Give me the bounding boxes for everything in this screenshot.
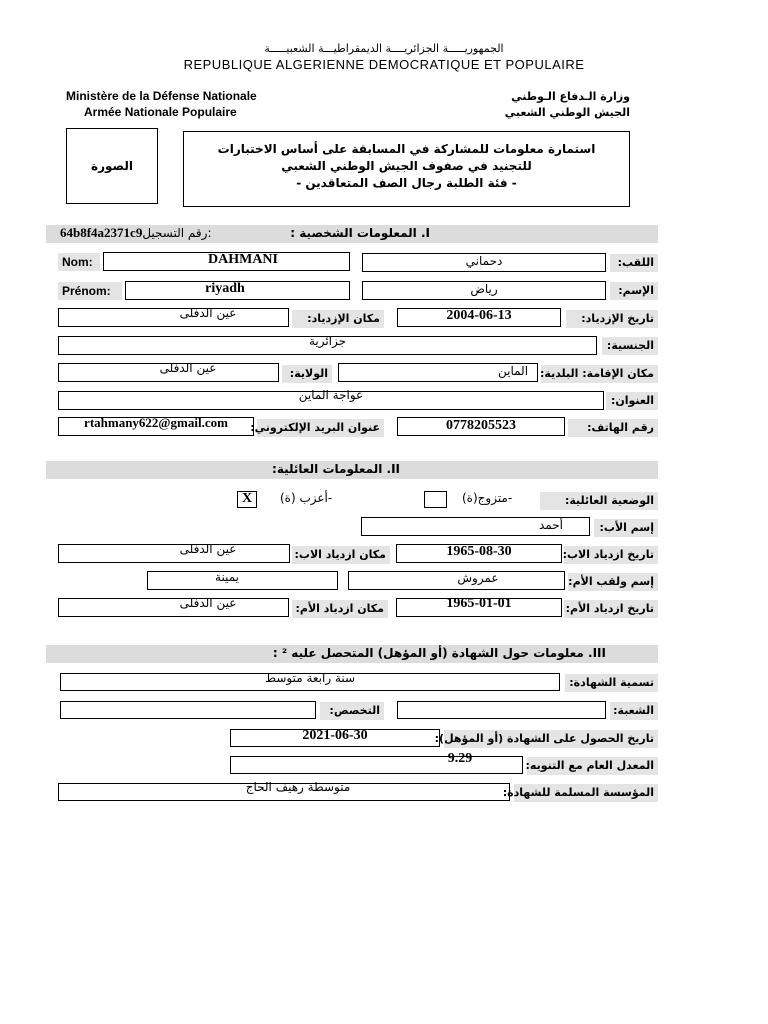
obtain-date-label: تاريخ الحصول على الشهادة (أو المؤهل): [444,730,658,748]
single-mark: X [241,491,253,506]
commune-label: مكان الإقامة: البلدية: [541,365,658,383]
form-title-line1: استمارة معلومات للمشاركة في المسابقة على أساس الاختبارات [217,142,596,156]
mother-birth-place-label: مكان ازدياد الأم: [292,600,388,618]
prenom-label: Prénom: [58,282,122,300]
marital-label: الوضعية العائلية: [540,492,658,510]
specialty-label: التخصص: [320,702,384,720]
registration-label: رقم التسجيل: [142,226,212,240]
nom-label: Nom: [58,253,100,271]
ministry-ar: وزارة الـدفاع الـوطني [511,90,630,103]
laqab-value: دحماني [465,254,503,268]
republic-title-fr: REPUBLIQUE ALGERIENNE DEMOCRATIQUE ET POPULAIRE [183,57,585,72]
laqab-label: اللقب: [610,254,658,272]
address-value: عواجة الماين [298,388,364,402]
single-label: -أعزب (ة) [280,491,333,505]
birth-place-label: مكان الإزدياد: [292,310,384,328]
mother-birth-date-value: 1965-01-01 [446,596,512,611]
birth-place-value: عين الدفلى [179,306,237,320]
nom-value: DAHMANI [208,252,278,267]
married-label: -متزوج(ة) [462,491,513,505]
single-checkbox[interactable] [237,491,257,508]
obtain-date-value: 2021-06-30 [302,728,368,743]
form-title-line3: - فئة الطلبة رجال الصف المتعاقدين - [296,176,517,190]
mother-name-value: يمينة [215,570,239,584]
average-label: المعدل العام مع التنويه: [527,757,658,775]
married-checkbox[interactable] [424,491,447,508]
phone-value: 0778205523 [446,418,516,433]
photo-box [66,128,158,204]
ism-value: رياض [470,282,498,296]
form-title-box [183,131,630,207]
army-fr: Armée Nationale Populaire [84,105,237,119]
diploma-value: سنة رابعة متوسط [264,671,356,685]
form-title-line2: للتجنيد في صفوف الجيش الوطني الشعبي [281,159,532,173]
address-label: العنوان: [606,392,658,410]
wilaya-label: الولاية: [282,365,332,383]
father-name-label: إسم الأب: [594,519,658,537]
father-birth-place-label: مكان ازدياد الاب: [292,546,390,564]
mother-birth-date-label: تاريخ ازدياد الأم: [564,600,658,618]
nationality-value: جزائرية [308,334,347,348]
father-birth-date-label: تاريخ ازدياد الاب: [564,546,658,564]
father-birth-date-value: 1965-08-30 [446,544,512,559]
mother-name-label: إسم ولقب الأم: [568,573,658,591]
branch-label: الشعبة: [610,702,658,720]
commune-value: الماين [497,364,529,378]
institution-label: المؤسسة المسلمة للشهادة: [514,784,658,802]
father-birth-place-value: عين الدفلى [179,542,237,556]
ministry-fr: Ministère de la Défense Nationale [66,89,257,103]
mother-birth-place-value: عين الدفلى [179,596,237,610]
section3-title: III. معلومات حول الشهادة (أو المؤهل) المتحصل عليه ² : [272,646,606,660]
registration-field [60,225,212,241]
specialty-input[interactable] [60,701,316,719]
birth-date-label: تاريخ الإزدياد: [566,310,658,328]
photo-label: الصورة [91,159,133,173]
section1-title: I. المعلومات الشخصية : [290,226,430,240]
institution-value: متوسطة رهيف الحاج [245,780,351,794]
diploma-label: تسمية الشهادة: [565,674,658,692]
army-ar: الجيش الوطني الشعبي [504,106,630,119]
registration-value: 64b8f4a2371c9 [60,225,143,240]
email-label: عنوان البريد الإلكتروني: [257,419,384,437]
prenom-value: riyadh [205,281,245,296]
section2-title: II. المعلومات العائلية: [272,462,400,476]
nationality-label: الجنسية: [602,337,658,355]
email-value: rtahmany622@gmail.com [84,415,228,430]
mother-surname-value: عمروش [457,571,499,585]
father-name-value: أحمد [539,518,563,532]
branch-input[interactable] [397,701,606,719]
birth-date-value: 2004-06-13 [446,308,512,323]
wilaya-value: عين الدفلى [159,361,217,375]
ism-label: الإسم: [610,282,658,300]
republic-title-ar: الجمهوريـــــة الجزائريــــة الديمقراطيـــة الشعبيـــــة [264,42,504,55]
phone-label: رقم الهاتف: [568,419,658,437]
average-value: 9.29 [447,751,473,766]
